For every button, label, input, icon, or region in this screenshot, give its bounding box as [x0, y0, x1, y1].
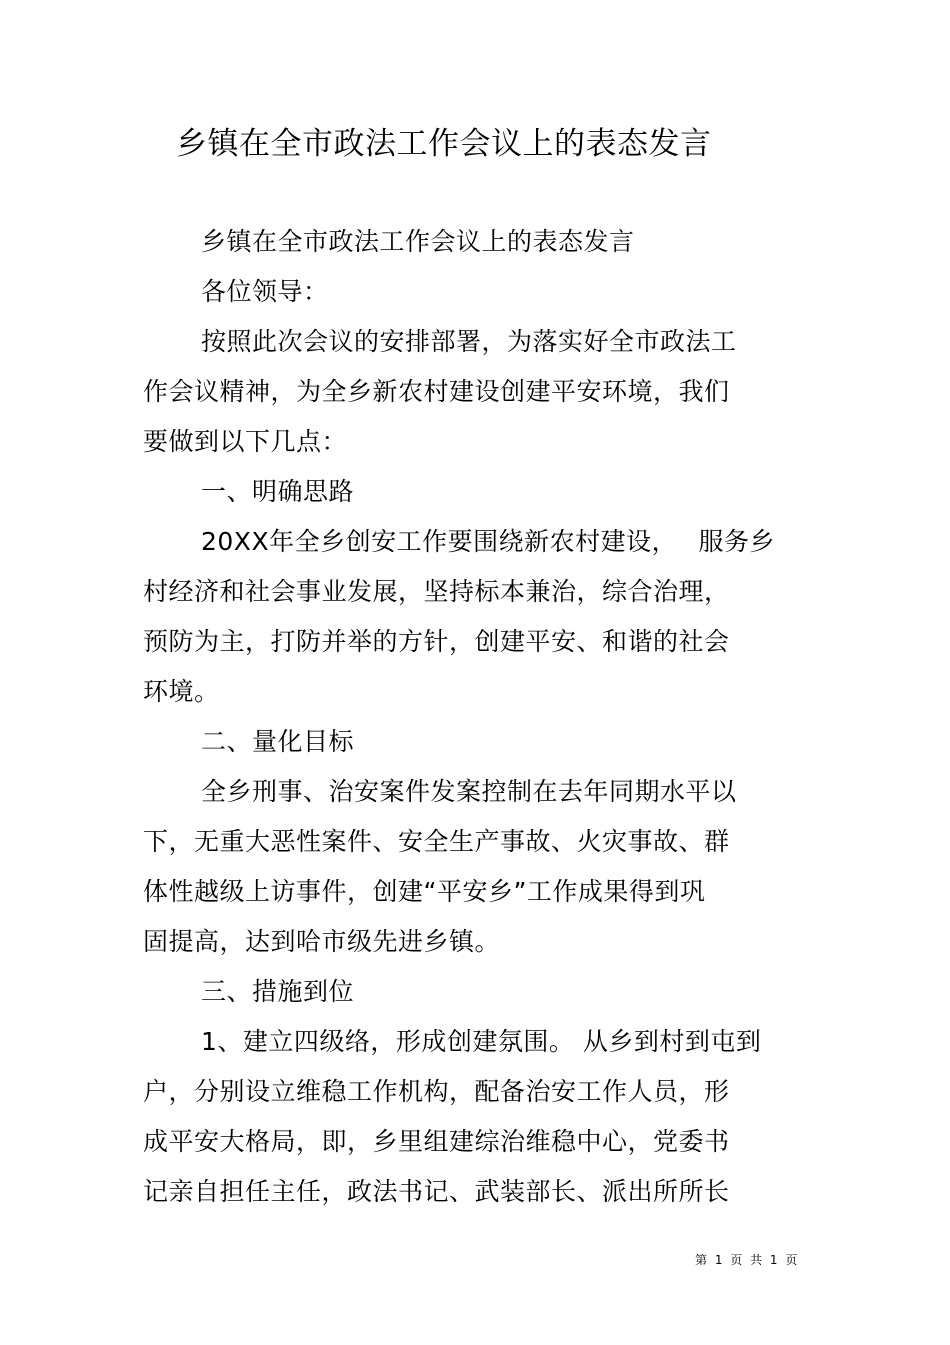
page-number-footer: 第 1 页 共 1 页 — [695, 1253, 800, 1267]
paragraph-line: 成平安大格局，即，乡里组建综治维稳中心，党委书 — [143, 1127, 730, 1156]
paragraph-line: 下，无重大恶性案件、安全生产事故、火灾事故、群 — [143, 827, 730, 856]
paragraph-line: 要做到以下几点： — [143, 427, 348, 456]
paragraph-line: 记亲自担任主任，政法书记、武装部长、派出所所长 — [143, 1177, 730, 1206]
paragraph-line: 体性越级上访事件，创建“平安乡”工作成果得到巩 — [143, 877, 706, 906]
paragraph-line: 环境。 — [143, 677, 220, 706]
section-heading-3: 三、措施到位 — [201, 977, 355, 1006]
paragraph-line: 村经济和社会事业发展，坚持标本兼治，综合治理， — [143, 577, 730, 606]
paragraph-line: 预防为主，打防并举的方针，创建平安、和谐的社会 — [143, 627, 730, 656]
section-heading-2: 二、量化目标 — [201, 727, 355, 756]
subtitle-line: 乡镇在全市政法工作会议上的表态发言 — [201, 227, 635, 256]
paragraph-line: 按照此次会议的安排部署，为落实好全市政法工 — [201, 327, 737, 356]
paragraph-line: 户，分别设立维稳工作机构，配备治安工作人员，形 — [143, 1077, 730, 1106]
paragraph-line: 作会议精神，为全乡新农村建设创建平安环境，我们 — [143, 377, 730, 406]
paragraph-line: 20XX年全乡创安工作要围绕新农村建设， 服务乡 — [201, 527, 776, 556]
document-title: 乡镇在全市政法工作会议上的表态发言 — [176, 126, 712, 162]
paragraph-line: 1、建立四级络，形成创建氛围。 从乡到村到屯到 — [201, 1027, 762, 1056]
section-heading-1: 一、明确思路 — [201, 477, 355, 506]
salutation-line: 各位领导： — [201, 277, 329, 306]
paragraph-line: 固提高，达到哈市级先进乡镇。 — [143, 927, 501, 956]
paragraph-line: 全乡刑事、治安案件发案控制在去年同期水平以 — [201, 777, 737, 806]
